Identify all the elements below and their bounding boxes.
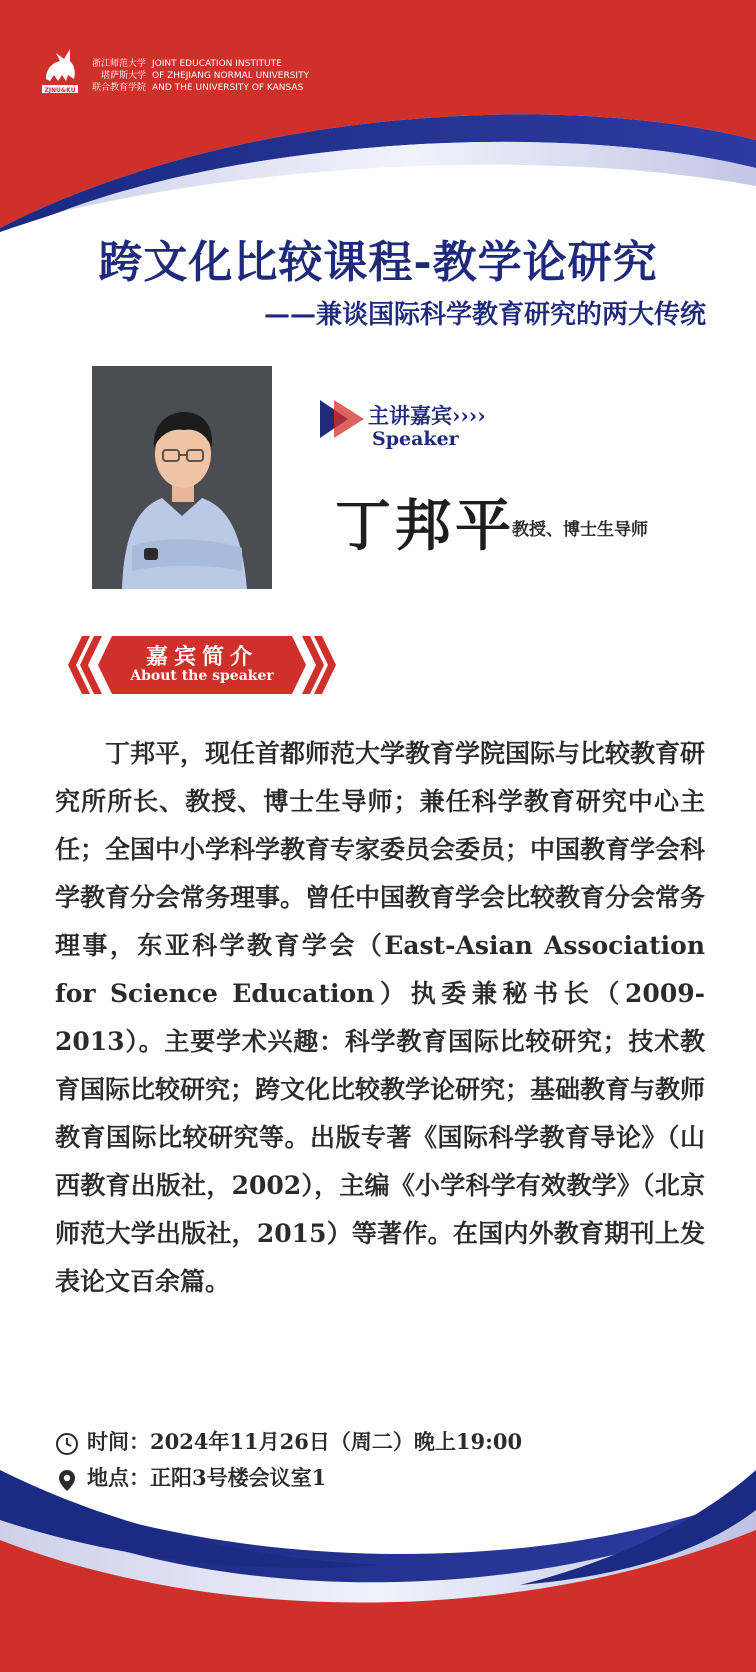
clock-icon: [55, 1432, 79, 1456]
org-cn-line1: 浙江师范大学: [91, 59, 146, 69]
lecture-subtitle: ——兼谈国际科学教育研究的两大传统: [263, 300, 706, 330]
org-en-line3: AND THE UNIVERSITY OF KANSAS: [152, 83, 304, 93]
speaker-name: 丁邦平: [335, 493, 515, 559]
event-place-text: 地点：正阳3号楼会议室1: [87, 1465, 327, 1490]
institute-logo: [40, 45, 80, 95]
event-time: [55, 1426, 522, 1456]
institute-name: [88, 58, 309, 94]
speaker-role: 教授、博士生导师: [512, 520, 648, 540]
about-label-en: About the speaker: [130, 668, 274, 684]
org-en-line1: JOINT EDUCATION INSTITUTE: [152, 59, 282, 69]
speaker-label-en: Speaker: [372, 428, 459, 450]
logo-caption: ZJNU&KU: [44, 87, 76, 94]
event-place: [55, 1462, 326, 1492]
speaker-portrait-illustration: [92, 366, 272, 589]
location-pin-icon: [55, 1468, 79, 1492]
org-en-line2: OF ZHEJIANG NORMAL UNIVERSITY: [152, 71, 310, 81]
about-label-cn: 嘉宾简介: [145, 644, 258, 670]
org-cn-line3: 联合教育学院: [91, 83, 146, 93]
org-cn-line2: 堪萨斯大学: [100, 71, 146, 81]
speaker-photo: [92, 366, 272, 589]
speaker-bio: [55, 730, 705, 1306]
event-time-text: 时间：2024年11月26日（周二）晚上19:00: [87, 1429, 523, 1454]
speaker-label-cn: 主讲嘉宾››››: [368, 403, 486, 428]
speaker-arrows: ››››: [452, 403, 486, 428]
bio-paragraph: 丁邦平，现任首都师范大学教育学院国际与比较教育研究所所长、教授、博士生导师；兼任科学教育研究中心主任；全国中小学科学教育专家委员会委员；中国教育学会科学教育分会常务理事。曾任中国教育学会比较教育分会常务理事，东亚科学教育学会（East-Asian Association for Science Education）执委兼秘书长（2009-2013）。主要学术兴趣：科学教育国际比较研究；技术教育国际比较研究；跨文化比较教学论研究；基础教育与教师教育国际比较研究等。出版专著《国际科学教育导论》（山西教育出版社，2002），主编《小学科学有效教学》（北京师范大学出版社，2015）等著作。在国内外教育期刊上发表论文百余篇。: [55, 739, 706, 1296]
lecture-title: 跨文化比较课程-教学论研究: [98, 237, 658, 288]
speaker-triangle-icon: [320, 400, 364, 438]
